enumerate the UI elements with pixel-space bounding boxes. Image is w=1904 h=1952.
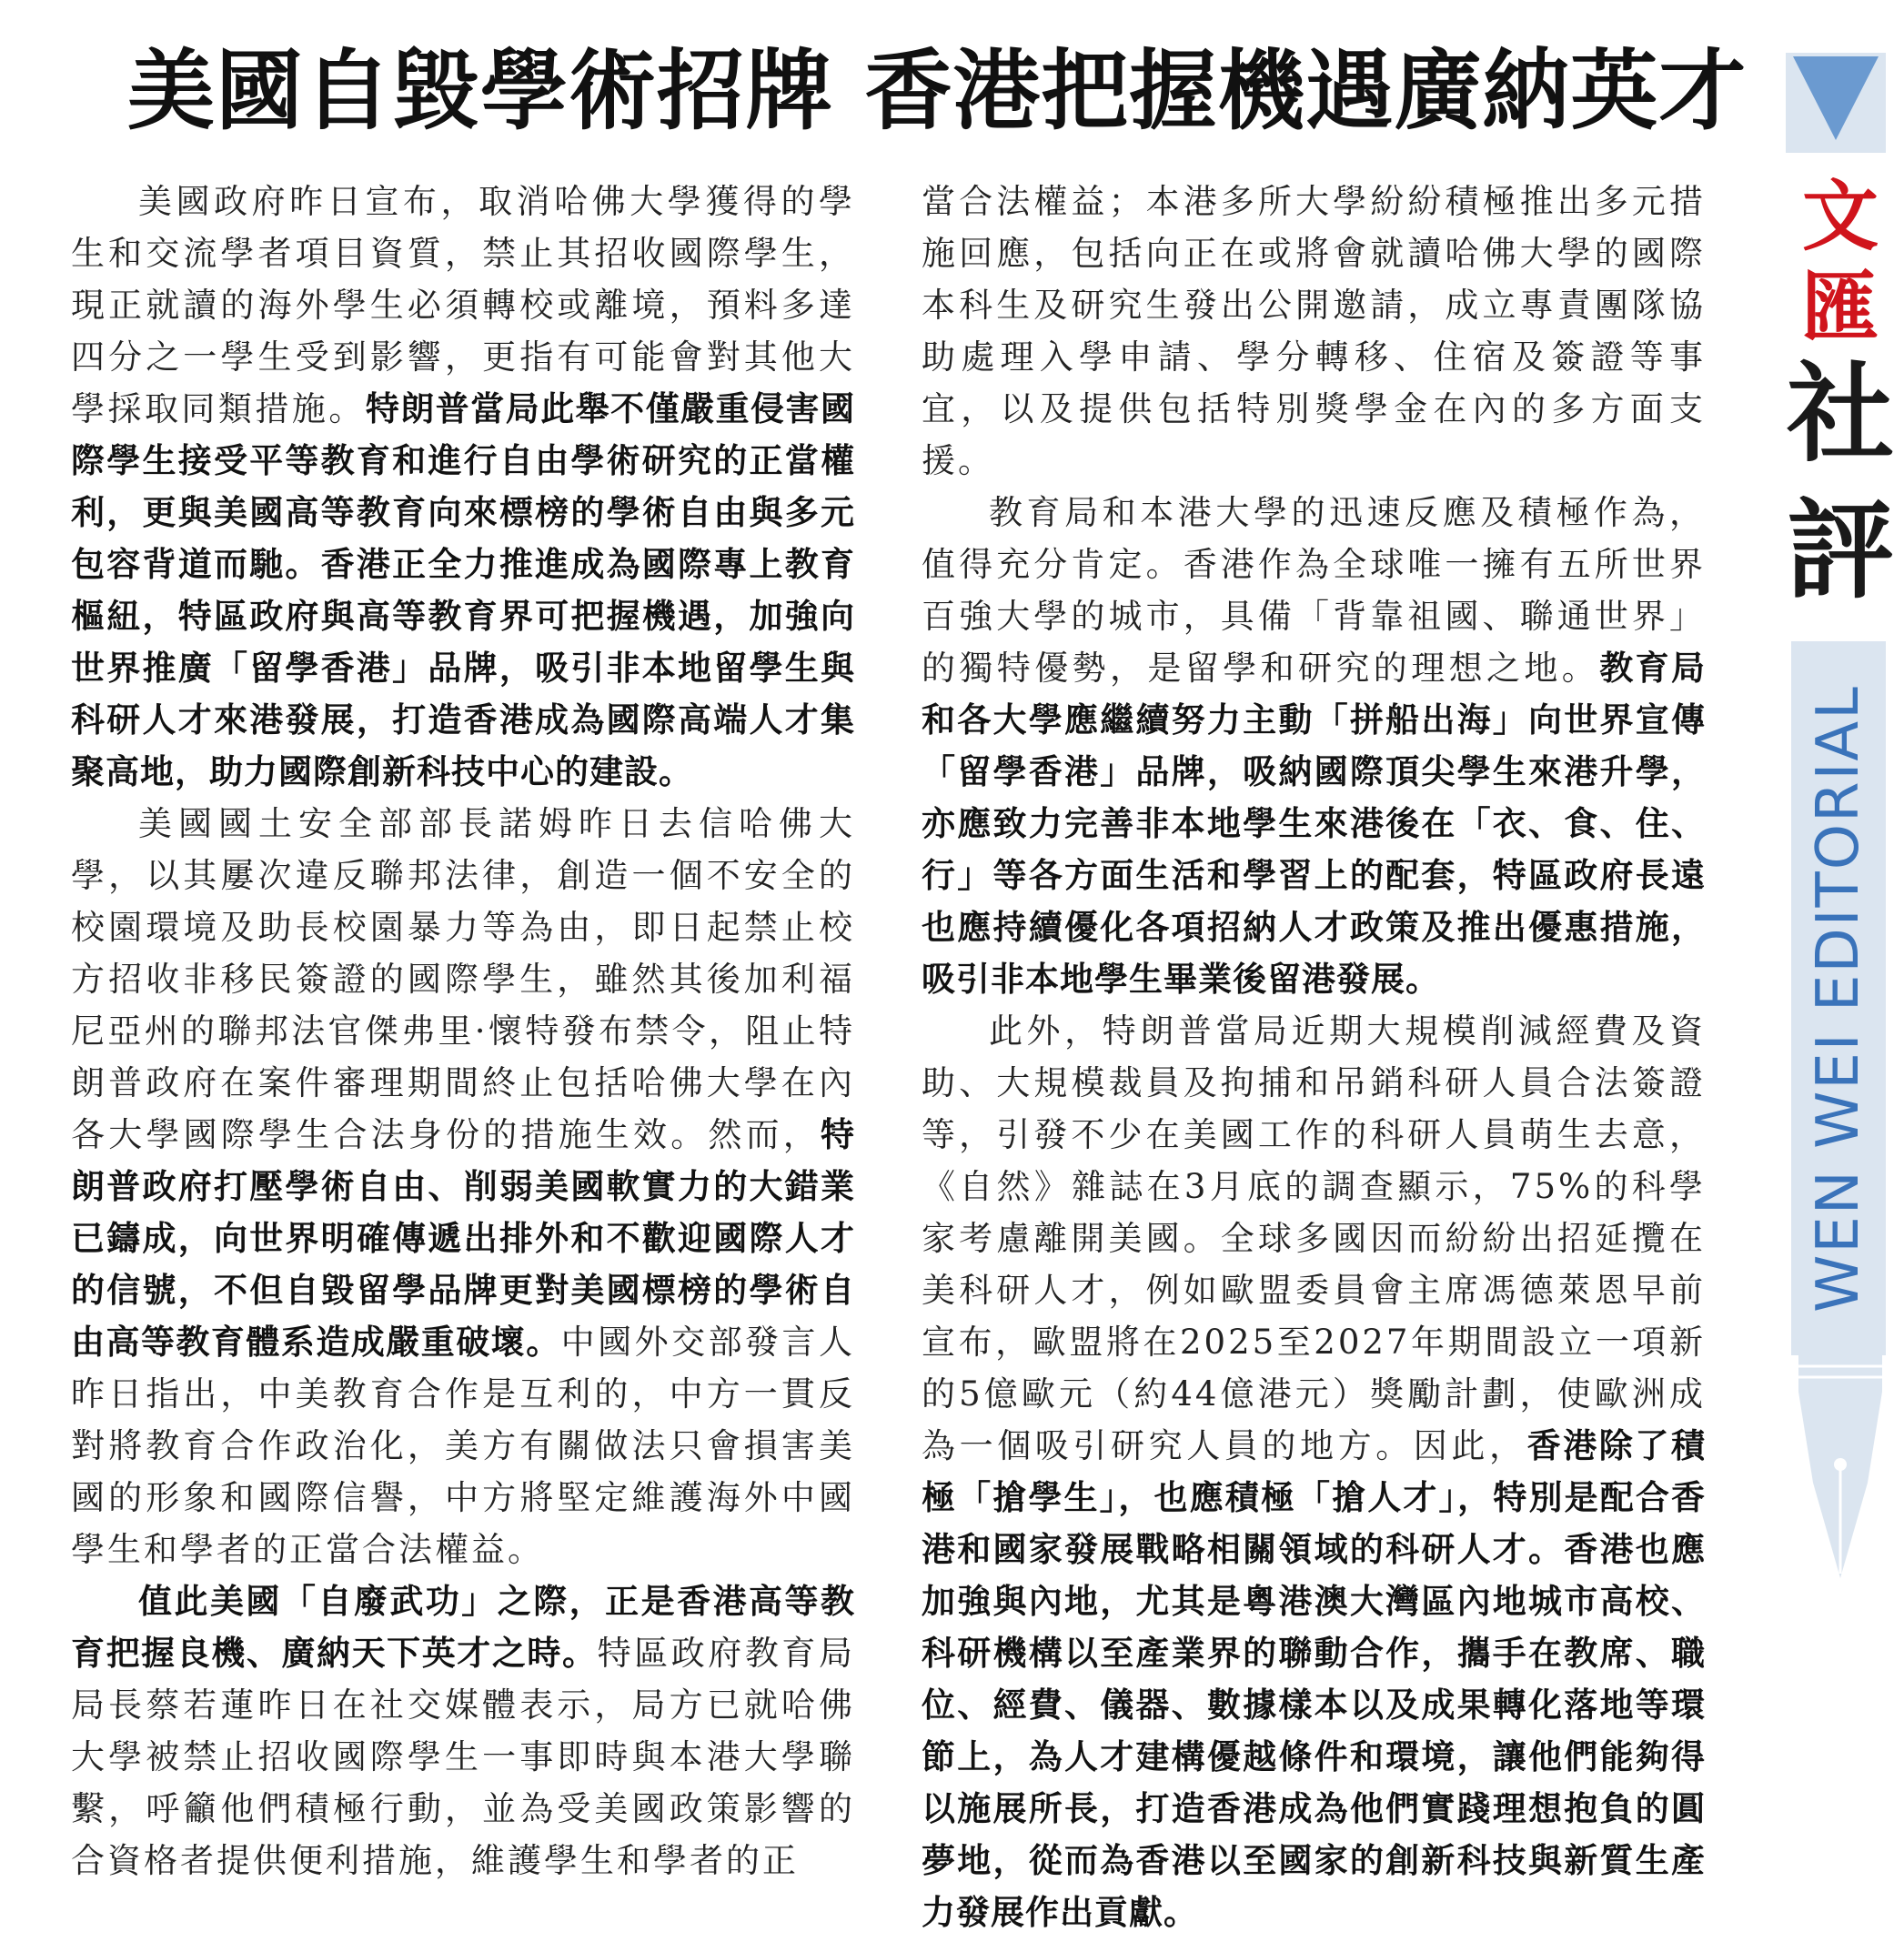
article-column-left <box>71 176 855 1887</box>
paragraph-text: 當合法權益；本港多所大學紛紛積極推出多元措施回應，包括向正在或將會就讀哈佛大學的國際本科生及研究生發出公開邀請，成立專責團隊協助處理入學申請、學分轉移、住宿及簽證等事宜，以及提供包括特別獎學金在內的多方面支援。 <box>922 182 1706 480</box>
paragraph-text: 美國國土安全部部長諾姆昨日去信哈佛大學，以其屢次違反聯邦法律，創造一個不安全的校園環境及助長校園暴力等為由，即日起禁止校方招收非移民簽證的國際學生，雖然其後加利福尼亞州的聯邦法官傑弗里·懷特發布禁令，阻止特朗普政府在案件審理期間終止包括哈佛大學在內各大學國際學生合法身份的措施生效。然而， <box>71 804 855 1154</box>
paragraph-bold-text: 值此美國「自廢武功」之際，正是香港高等教育把握良機、廣納天下英才之時。 <box>71 1582 855 1673</box>
paragraph-text: 特區政府教育局局長蔡若蓮昨日在社交媒體表示，局方已就哈佛大學被禁止招收國際學生一事即時與本港大學聯繫，呼籲他們積極行動，並為受美國政策影響的合資格者提供便利措施，維護學生和學者的正 <box>71 1634 856 1880</box>
paragraph-text: 美國政府昨日宣布，取消哈佛大學獲得的學生和交流學者項目資質，禁止其招收國際學生，現正就讀的海外學生必須轉校或離境，預料多達四分之一學生受到影響，更指有可能會對其他大學採取同類措施。 <box>71 182 855 428</box>
paragraph <box>922 1005 1706 1938</box>
editorial-label: WEN WEI EDITORIAL <box>1805 685 1872 1313</box>
paragraph-bold-text: 特朗普政府打壓學術自由、削弱美國軟實力的大錯業已鑄成，向世界明確傳遞出排外和不歡迎國際人才的信號，不但自毀留學品牌更對美國標榜的學術自由高等教育體系造成嚴重破壞。 <box>71 1115 855 1362</box>
paragraph <box>922 487 1706 1005</box>
paragraph-bold-text: 特朗普當局此舉不僅嚴重侵害國際學生接受平等教育和進行自由學術研究的正當權利，更與美國高等教育向來標榜的學術自由與多元包容背道而馳。香港正全力推進成為國際專上教育樞紐，特區政府與高等教育界可把握機遇，加強向世界推廣「留學香港」品牌，吸引非本地留學生與科研人才來港發展，打造香港成為國際高端人才集聚高地，助力國際創新科技中心的建設。 <box>71 389 856 791</box>
triangle-marker-icon <box>1786 53 1886 153</box>
logo-char-bottom: 匯 <box>1801 262 1879 352</box>
paragraph-bold-text: 香港除了積極「搶學生」，也應積極「搶人才」，特別是配合香港和國家發展戰略相關領域的科研人才。香港也應加強與內地，尤其是粵港澳大灣區內地城市高校、科研機構以至產業界的聯動合作，攜手在教席、職位、經費、儀器、數據樣本以及成果轉化落地等環節上，為人才建構優越條件和環境，讓他們能夠得以施展所長，打造香港成為他們實踐理想抱負的圓夢地，從而為香港以至國家的創新科技與新質生產力發展作出貢獻。 <box>922 1426 1707 1932</box>
wenwei-logo <box>1795 171 1886 353</box>
paragraph-continued <box>922 176 1706 487</box>
headline: 美國自毀學術招牌 香港把握機遇廣納英才 <box>127 40 1748 142</box>
column-title-top: 社 <box>1786 350 1894 477</box>
paragraph-text: 教育局和本港大學的迅速反應及積極作為，值得充分肯定。香港作為全球唯一擁有五所世界百強大學的城市，具備「背靠祖國、聯通世界」的獨特優勢，是留學和研究的理想之地。 <box>922 493 1706 688</box>
paragraph-text: 中國外交部發言人昨日指出，中美教育合作是互利的，中方一貫反對將教育合作政治化，美方有關做法只會損害美國的形象和國際信譽，中方將堅定維護海外中國學生和學者的正當合法權益。 <box>71 1323 856 1569</box>
article-column-right <box>922 176 1706 1938</box>
logo-char-top: 文 <box>1801 171 1879 261</box>
editorial-sidebar <box>1786 45 1895 1537</box>
paragraph <box>71 1575 855 1887</box>
column-title <box>1786 346 1895 619</box>
paragraph <box>71 176 855 798</box>
column-title-bottom: 評 <box>1786 487 1894 613</box>
paragraph-text: 此外，特朗普當局近期大規模削減經費及資助、大規模裁員及拘捕和吊銷科研人員合法簽證等，引發不少在美國工作的科研人員萌生去意，《自然》雜誌在3月底的調查顯示，75%的科學家考慮離開美國。全球多國因而紛紛出招延攬在美科研人才，例如歐盟委員會主席馮德萊恩早前宣布，歐盟將在2025至2027年期間設立一項新的5億歐元（約44億港元）獎勵計劃，使歐洲成為一個吸引研究人員的地方。因此， <box>922 1011 1706 1465</box>
fountain-pen-icon <box>1795 1355 1886 1583</box>
paragraph <box>71 798 855 1575</box>
paragraph-bold-text: 教育局和各大學應繼續努力主動「拼船出海」向世界宣傳「留學香港」品牌，吸納國際頂尖學生來港升學，亦應致力完善非本地學生來港後在「衣、食、住、行」等各方面生活和學習上的配套，特區政府長遠也應持續優化各項招納人才政策及推出優惠措施，吸引非本地學生畢業後留港發展。 <box>922 649 1707 999</box>
